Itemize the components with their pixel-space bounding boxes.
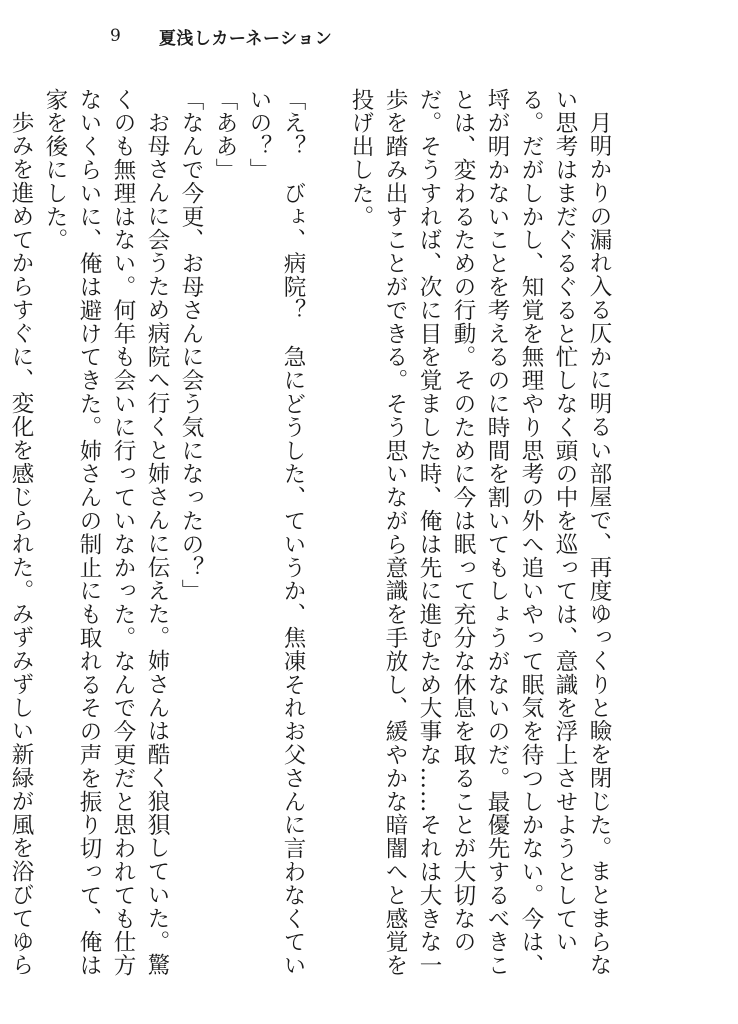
dialogue-1: 「え？ びょ、病院？ 急にどうした、ていうか、焦凍それお父さんに言わなくていいの？」 (246, 88, 306, 978)
vertical-body-text (8, 88, 616, 978)
dialogue-3: 「なんで今更、お母さんに会う気になったの？」 (178, 88, 204, 603)
dialogue-2: 「ああ」 (212, 88, 238, 182)
chapter-title: 夏浅しカーネーション (158, 28, 333, 49)
paragraph-2: お母さんに会うため病院へ行くと姉さんに伝えた。姉さんは酷く狼狽していた。驚くのも無理はない。何年も会いに行っていなかった。なんで今更だと思われても仕方ないくらいに、俺は避けてきた。姉さんの制止にも取れるその声を振り切って、俺は家を後にした。 (42, 88, 170, 978)
page-number: 9 (110, 26, 121, 46)
paragraph-3: 歩みを進めてからすぐに、変化を感じられた。みずみずしい新緑が風を浴びてゆら (8, 110, 34, 977)
paragraph-gap (310, 88, 344, 978)
paragraph-1: 月明かりの漏れ入る仄かに明るい部屋で、再度ゆっくりと瞼を閉じた。まとまらない思考はまだぐるぐると忙しなく頭の中を巡っては、意識を浮上させようとしている。だがしかし、知覚を無理やり思考の外へ追いやって眠気を待つしかない。今は、埒が明かないことを考えるのに時間を割いてもしょうがないのだ。最優先するべきことは、変わるための行動。そのために今は眠って充分な休息を取ることが大切なのだ。そうすれば、次に目を覚ました時、俺は先に進むため大事な……それは大きな一歩を踏み出すことができる。そう思いながら意識を手放し、緩やかな暗闇へと感覚を投げ出した。 (348, 88, 612, 978)
running-header (110, 22, 332, 50)
